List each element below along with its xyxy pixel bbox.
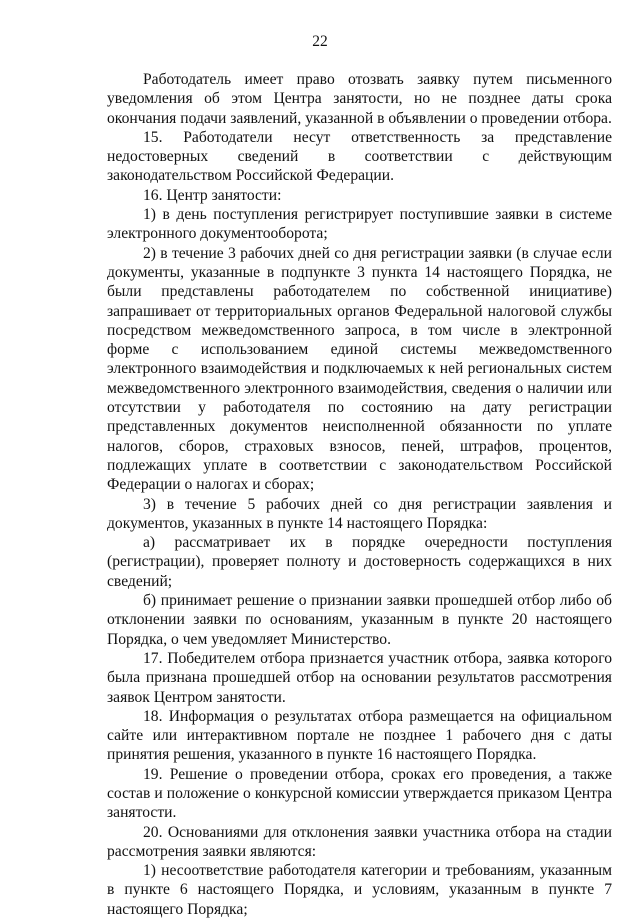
paragraph-19-decision: 19. Решение о проведении отбора, сроках его проведения, а также состав и положение о конкурсной комиссии утверждается приказом Центра занятости. bbox=[107, 765, 612, 822]
paragraph-16-item-3: 3) в течение 5 рабочих дней со дня регистрации заявления и документов, указанных в пункте 14 настоящего Порядка: bbox=[107, 495, 612, 532]
paragraph-16-item-3a: а) рассматривает их в порядке очередности поступления (регистрации), проверяет полноту и достоверность содержащихся в них сведений; bbox=[107, 534, 612, 590]
page-number: 22 bbox=[312, 33, 328, 50]
document-body bbox=[107, 70, 612, 919]
paragraph-20-rejection-grounds: 20. Основаниями для отклонения заявки участника отбора на стадии рассмотрения заявки являются: bbox=[107, 823, 612, 860]
paragraph-16-item-2: 2) в течение 3 рабочих дней со дня регистрации заявки (в случае если документы, указанные в подпункте 3 пункта 14 настоящего Порядка, не были представлены работодателем по собственной инициативе) запрашивает от территориальных органов Федеральной налоговой службы посредством межведомственного запроса, в том числе в электронной форме с использованием единой системы межведомственного электронного взаимодействия и подключаемых к ней региональных систем межведомственного электронного взаимодействия, сведения о наличии или отсутствии у работодателя по состоянию на дату регистрации представленных документов неисполненной обязанности по уплате налогов, сборов, страховых взносов, пеней, штрафов, процентов, подлежащих уплате в соответствии с законодательством Российской Федерации о налогах и сборах; bbox=[107, 244, 612, 494]
paragraph-16-item-3b: б) принимает решение о признании заявки прошедшей отбор либо об отклонении заявки по основаниям, указанным в пункте 20 настоящего Порядка, о чем уведомляет Министерство. bbox=[107, 592, 612, 648]
paragraph-18-results-info: 18. Информация о результатах отбора размещается на официальном сайте или интерактивном портале не позднее 1 рабочего дня с даты принятия решения, указанного в пункте 16 настоящего Порядка. bbox=[107, 707, 612, 764]
paragraph-15-responsibility: 15. Работодатели несут ответственность за представление недостоверных сведений в соответствии с действующим законодательством Российской Федерации. bbox=[107, 128, 612, 185]
paragraph-20-item-1: 1) несоответствие работодателя категории и требованиям, указанным в пункте 6 настоящего Порядка, и условиям, указанным в пункте 7 настоящего Порядка; bbox=[107, 862, 612, 918]
paragraph-withdraw-application: Работодатель имеет право отозвать заявку путем письменного уведомления об этом Центра занятости, но не позднее даты срока окончания подачи заявлений, указанной в объявлении о проведении отбора. bbox=[107, 71, 612, 127]
paragraph-17-winner: 17. Победителем отбора признается участник отбора, заявка которого была признана прошедшей отбор на основании результатов рассмотрения заявок Центром занятости. bbox=[107, 649, 612, 706]
paragraph-16-employment-center: 16. Центр занятости: bbox=[143, 186, 282, 204]
paragraph-16-item-1: 1) в день поступления регистрирует поступившие заявки в системе электронного документооборота; bbox=[107, 206, 612, 243]
